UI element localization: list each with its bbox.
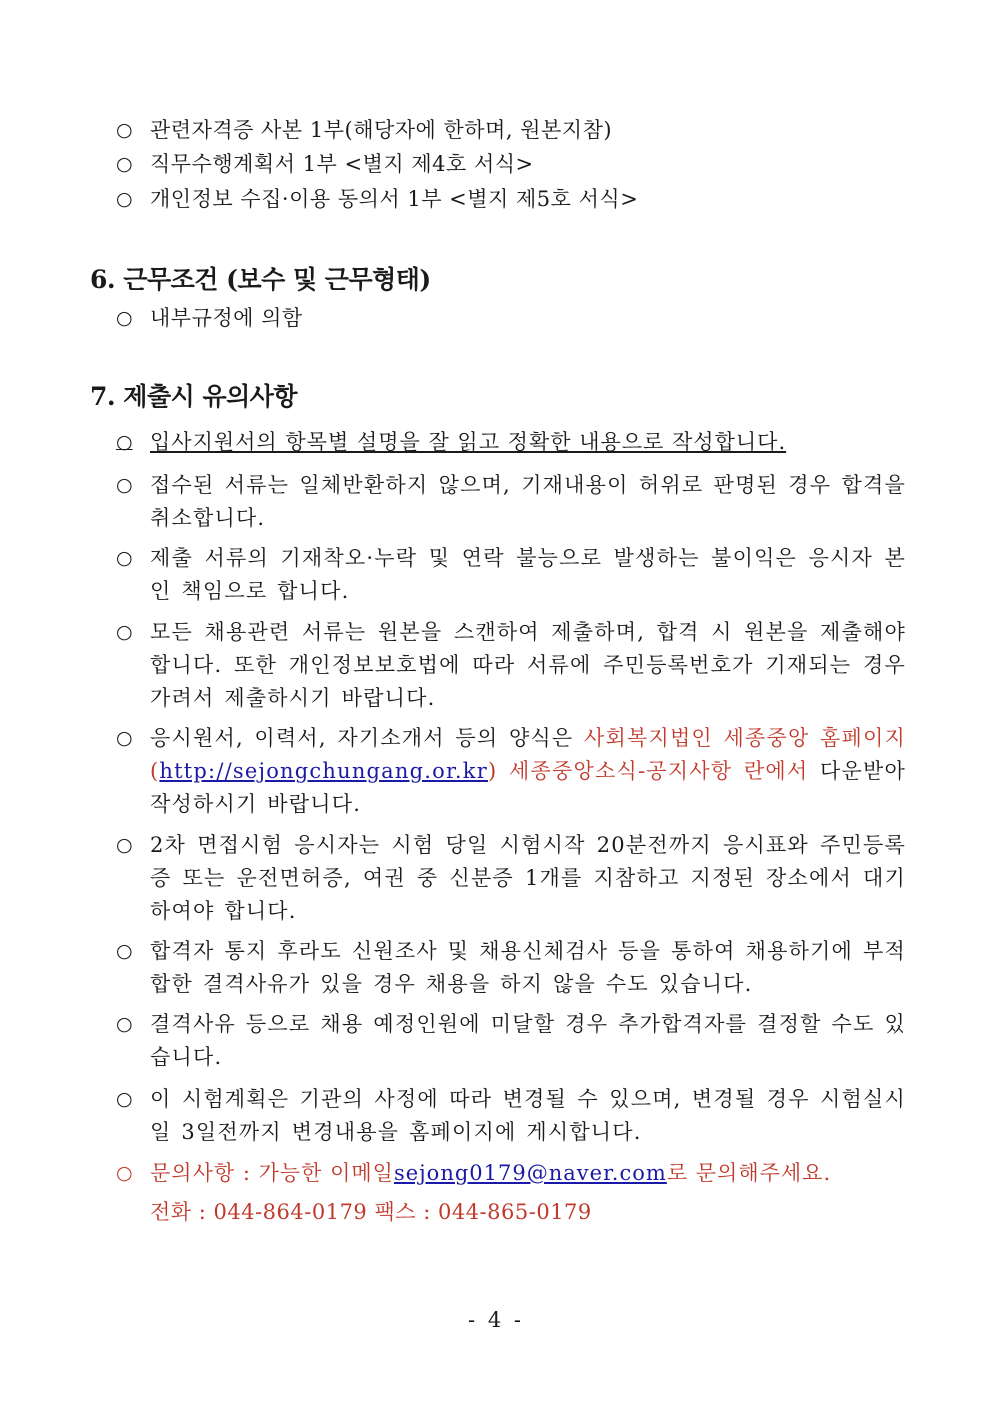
- notice-text: 제출 서류의 기재착오·누락 및 연락 불능으로 발생하는 불이익은 응시자 본인 책임으로 합니다.: [150, 546, 906, 603]
- circle-bullet-icon: ○: [116, 1013, 133, 1035]
- list-item-internal-rules: [116, 302, 906, 335]
- page-number: - 4 -: [468, 1308, 524, 1332]
- notice-text: 모든 채용관련 서류는 원본을 스캔하여 제출하며, 합격 시 원본을 제출해야합니다. 또한 개인정보보호법에 따라 서류에 주민등록번호가 기재되는 경우 가려서 제출하시기 바랍니다.: [150, 620, 906, 710]
- notice-item-5: [116, 722, 906, 821]
- notice-text: 합격자 통지 후라도 신원조사 및 채용신체검사 등을 통하여 채용하기에 부적합한 결격사유가 있을 경우 채용을 하지 않을 수도 있습니다.: [150, 939, 906, 996]
- contact-line: [150, 1157, 906, 1190]
- notice-text: [150, 722, 906, 821]
- list-item-privacy-consent: [116, 183, 906, 216]
- email-link[interactable]: sejong0179@naver.com: [393, 1161, 667, 1185]
- contact-label: 문의사항 : 가능한 이메일: [150, 1161, 394, 1185]
- notice-item-2: [116, 469, 906, 535]
- circle-bullet-icon: ○: [116, 431, 133, 453]
- circle-bullet-icon: ○: [116, 547, 133, 569]
- notice-item-6: [116, 829, 906, 928]
- circle-bullet-icon: ○: [116, 834, 133, 856]
- circle-bullet-icon: ○: [116, 153, 134, 175]
- notice-board-path: ) 세종중앙소식-공지사항 란에서: [487, 759, 809, 783]
- circle-bullet-icon: ○: [116, 621, 133, 643]
- list-item-text: 개인정보 수집·이용 동의서 1부 <별지 제5호 서식>: [150, 187, 639, 211]
- notice-item-9: [116, 1083, 906, 1149]
- contact-suffix: 로 문의해주세요.: [666, 1161, 832, 1185]
- contact-item: [116, 1157, 906, 1229]
- notice-item-4: [116, 616, 906, 715]
- notice-text-post: 다운받아 작성하시기 바랍니다.: [150, 759, 906, 816]
- notice-text-pre: 응시원서, 이력서, 자기소개서 등의 양식은: [150, 726, 584, 750]
- list-item-job-plan: [116, 148, 906, 181]
- section-7-heading: 7. 제출시 유의사항: [90, 382, 298, 411]
- circle-bullet-icon: ○: [116, 474, 133, 496]
- circle-bullet-icon: ○: [116, 940, 133, 962]
- list-item-text: 내부규정에 의함: [150, 306, 303, 330]
- circle-bullet-icon: ○: [116, 1162, 133, 1184]
- homepage-link[interactable]: http://sejongchungang.or.kr: [159, 759, 488, 783]
- contact-phone: 전화 : 044-864-0179 팩스 : 044-865-0179: [150, 1200, 592, 1224]
- list-item-certificate: [116, 114, 906, 147]
- notice-item-3: [116, 542, 906, 608]
- notice-item-8: [116, 1008, 906, 1074]
- homepage-label: 사회복지법인 세종중앙 홈페이지(: [150, 726, 906, 783]
- section-6-heading: 6. 근무조건 (보수 및 근무형태): [90, 265, 431, 294]
- notice-item-1: [116, 426, 906, 459]
- circle-bullet-icon: ○: [116, 119, 134, 141]
- notice-text: 입사지원서의 항목별 설명을 잘 읽고 정확한 내용으로 작성합니다.: [150, 430, 787, 454]
- list-item-text: 직무수행계획서 1부 <별지 제4호 서식>: [150, 152, 534, 176]
- notice-text: 2차 면접시험 응시자는 시험 당일 시험시작 20분전까지 응시표와 주민등록증 또는 운전면허증, 여권 중 신분증 1개를 지참하고 지정된 장소에서 대기하여야 합니다.: [150, 833, 906, 923]
- list-item-text: 관련자격증 사본 1부(해당자에 한하며, 원본지참): [150, 118, 613, 142]
- notice-text: 접수된 서류는 일체반환하지 않으며, 기재내용이 허위로 판명된 경우 합격을 취소합니다.: [150, 473, 906, 530]
- circle-bullet-icon: ○: [116, 188, 134, 210]
- circle-bullet-icon: ○: [116, 1088, 133, 1110]
- notice-item-7: [116, 935, 906, 1001]
- notice-text: 결격사유 등으로 채용 예정인원에 미달할 경우 추가합격자를 결정할 수도 있습니다.: [150, 1012, 906, 1069]
- notice-text: 이 시험계획은 기관의 사정에 따라 변경될 수 있으며, 변경될 경우 시험실시일 3일전까지 변경내용을 홈페이지에 게시합니다.: [150, 1087, 906, 1144]
- circle-bullet-icon: ○: [116, 307, 134, 329]
- circle-bullet-icon: ○: [116, 727, 133, 749]
